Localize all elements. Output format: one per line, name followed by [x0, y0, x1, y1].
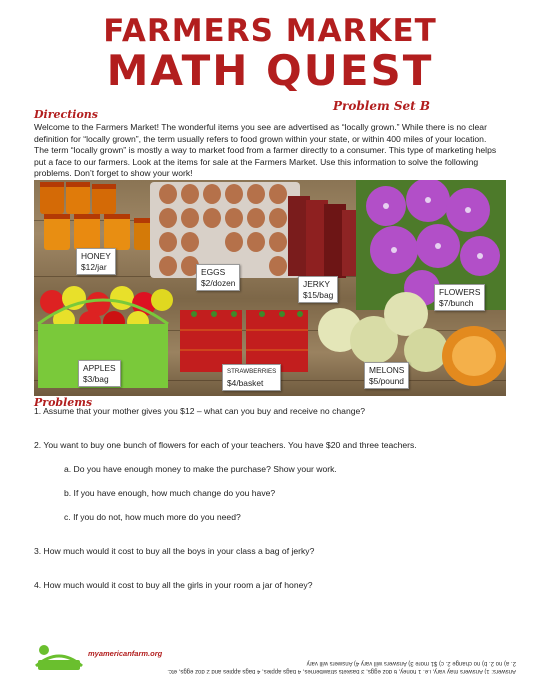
melons-label: MELONS [369, 365, 405, 375]
strawberries-price: $4/basket [227, 377, 264, 388]
page-title-line2: MATH QUEST [106, 46, 434, 95]
question-2b: b. If you have enough, how much change do you have? [64, 488, 276, 498]
eggs-price: $2/dozen [201, 277, 236, 288]
honey-jars-illustration [40, 182, 156, 250]
price-tag-flowers [434, 284, 485, 311]
eggs-label: EGGS [201, 267, 226, 277]
answers-line-2: 2. a) no 2. b) no change 2. c) $1 more 3) Answers will vary 4) Answers will vary [306, 660, 516, 666]
price-tag-melons [364, 362, 409, 389]
market-scene-illustration [34, 180, 506, 396]
answers-upside-down [96, 659, 516, 675]
jerky-price: $15/bag [303, 289, 334, 300]
flowers-price: $7/bunch [439, 297, 474, 308]
strawberries-illustration [180, 310, 308, 372]
question-4: 4. How much would it cost to buy all the girls in your room a jar of honey? [34, 580, 313, 590]
question-3: 3. How much would it cost to buy all the boys in your class a bag of jerky? [34, 546, 315, 556]
melons-price: $5/pound [369, 375, 404, 386]
directions-heading: Directions [34, 108, 98, 121]
price-tag-honey [76, 248, 116, 275]
question-2c: c. If you do not, how much more do you need? [64, 512, 241, 522]
apples-label: APPLES [83, 363, 116, 373]
problems-heading: Problems [34, 396, 93, 409]
question-2: 2. You want to buy one bunch of flowers for each of your teachers. You have $20 and three teachers. [34, 440, 417, 450]
answers-line-1: Answers: 1) Answers may vary, i.e. 1 honey, 6 doz eggs, 3 baskets strawberries, 4 bags apples, 4 bags apples and 2 doz eggs, etc. [167, 668, 516, 674]
jerky-illustration [288, 196, 364, 278]
my-american-farm-logo [32, 640, 86, 672]
directions-text: Welcome to the Farmers Market! The wonderful items you see are advertised as “locally grown.” While there is no clear definition for “locally grown”, the term usually refers to food grown within your state, or within 400 miles of your location. The term “locally grown” is mostly a way to market food from a farmer directly to a consumer. This type of marketing helps put a face to our farmers. Look at the items for sale at the Farmers Market. Use this information to solve the following problems. Don’t forget to show your work! [34, 122, 497, 178]
price-tag-eggs [196, 264, 240, 291]
flowers-label: FLOWERS [439, 287, 481, 297]
page-subtitle: Problem Set B [333, 99, 430, 113]
jerky-label: JERKY [303, 279, 330, 289]
question-1: 1. Assume that your mother gives you $12 – what can you buy and receive no change? [34, 406, 366, 416]
apples-price: $3/bag [83, 373, 109, 384]
question-2a: a. Do you have enough money to make the purchase? Show your work. [64, 464, 337, 474]
honey-label: HONEY [81, 251, 111, 261]
honey-price: $12/jar [81, 261, 107, 272]
price-tag-strawberries [222, 364, 281, 391]
page-title-line1: FARMERS MARKET [103, 13, 437, 49]
strawberries-label: STRAWBERRIES [227, 368, 277, 375]
price-tag-jerky [298, 276, 338, 303]
price-tag-apples [78, 360, 121, 387]
footer-url[interactable]: myamericanfarm.org [88, 649, 163, 658]
